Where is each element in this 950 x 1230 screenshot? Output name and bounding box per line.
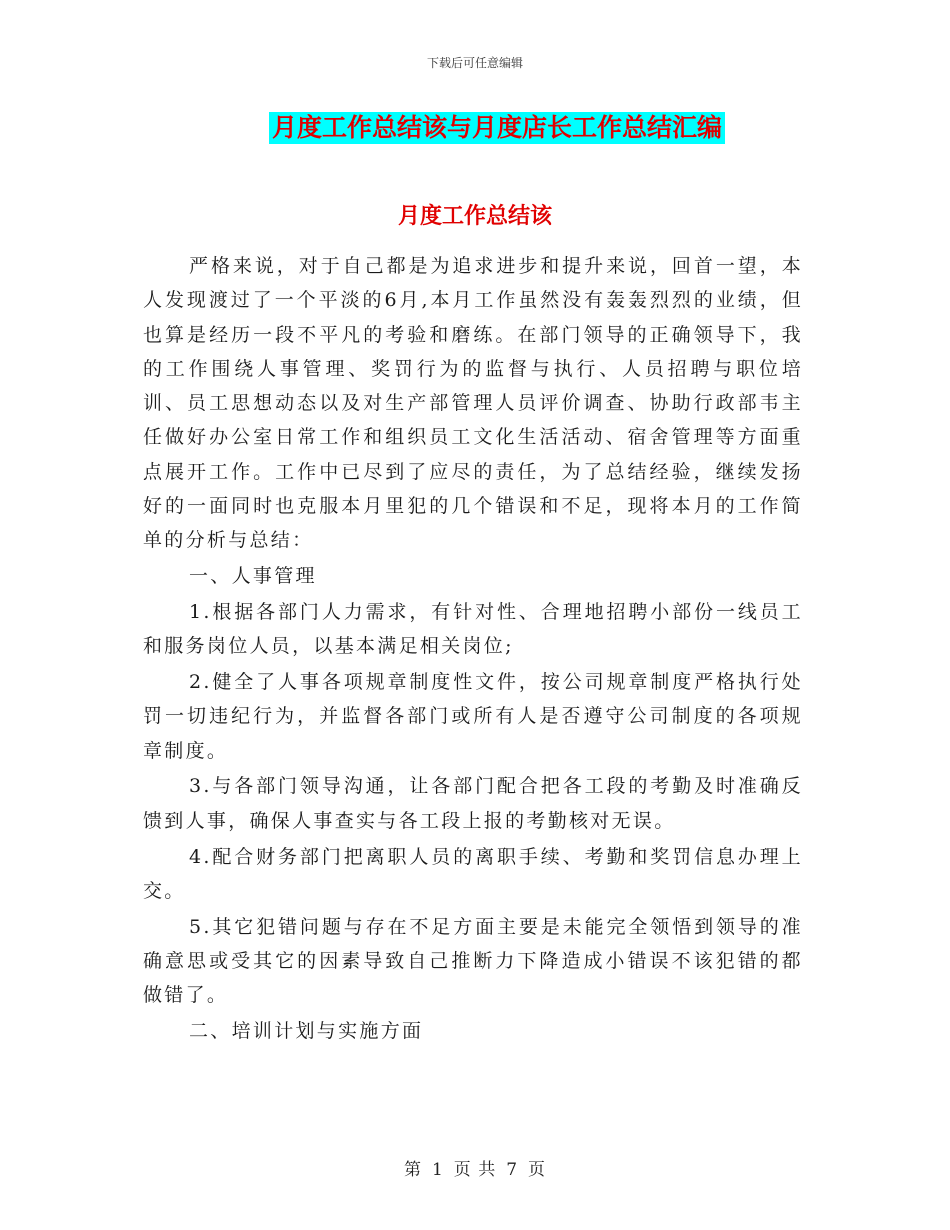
heading-training-plan: 二、培训计划与实施方面 [189, 1020, 424, 1043]
heading-personnel-management: 一、人事管理 [189, 565, 317, 588]
footer-total-pages: 7 [506, 1160, 519, 1180]
document-title: 月度工作总结该与月度店长工作总结汇编 [269, 112, 725, 144]
list-item-5: 5.其它犯错问题与存在不足方面主要是未能完全领悟到领导的准确意思或受其它的因素导致自己推断力下降造成小错误不该犯错的都做错了。 [143, 915, 803, 1007]
document-title-container [0, 112, 950, 144]
section-title: 月度工作总结该 [397, 204, 552, 229]
list-item-1: 1.根据各部门人力需求，有针对性、合理地招聘小部份一线员工和服务岗位人员，以基本满足相关岗位; [143, 600, 803, 658]
list-item-2: 2.健全了人事各项规章制度性文件，按公司规章制度严格执行处罚一切违纪行为，并监督各部门或所有人是否遵守公司制度的各项规章制度。 [143, 671, 803, 762]
footer-middle: 页 共 [453, 1160, 497, 1180]
page-footer [0, 1155, 950, 1180]
download-note: 下载后可任意编辑 [426, 56, 523, 70]
footer-page-number: 1 [431, 1160, 444, 1180]
footer-prefix: 第 [403, 1160, 422, 1180]
list-item-4: 4.配合财务部门把离职人员的离职手续、考勤和奖罚信息办理上交。 [143, 845, 803, 902]
paragraph-intro: 严格来说，对于自己都是为追求进步和提升来说，回首一望，本人发现渡过了一个平淡的6月,本月工作虽然没有轰轰烈烈的业绩，但也算是经历一段不平凡的考验和磨练。在部门领导的正确领导下，我的工作围绕人事管理、奖罚行为的监督与执行、人员招聘与职位培训、员工思想动态以及对生产部管理人员评价调查、协助行政部韦主任做好办公室日常工作和组织员工文化生活活动、宿舍管理等方面重点展开工作。工作中已尽到了应尽的责任，为了总结经验，继续发扬好的一面同时也克服本月里犯的几个错误和不足，现将本月的工作简单的分析与总结： [143, 255, 803, 552]
list-item-3: 3.与各部门领导沟通，让各部门配合把各工段的考勤及时准确反馈到人事，确保人事查实与各工段上报的考勤核对无误。 [143, 775, 803, 832]
document-body [143, 249, 803, 1050]
footer-suffix: 页 [528, 1160, 547, 1180]
